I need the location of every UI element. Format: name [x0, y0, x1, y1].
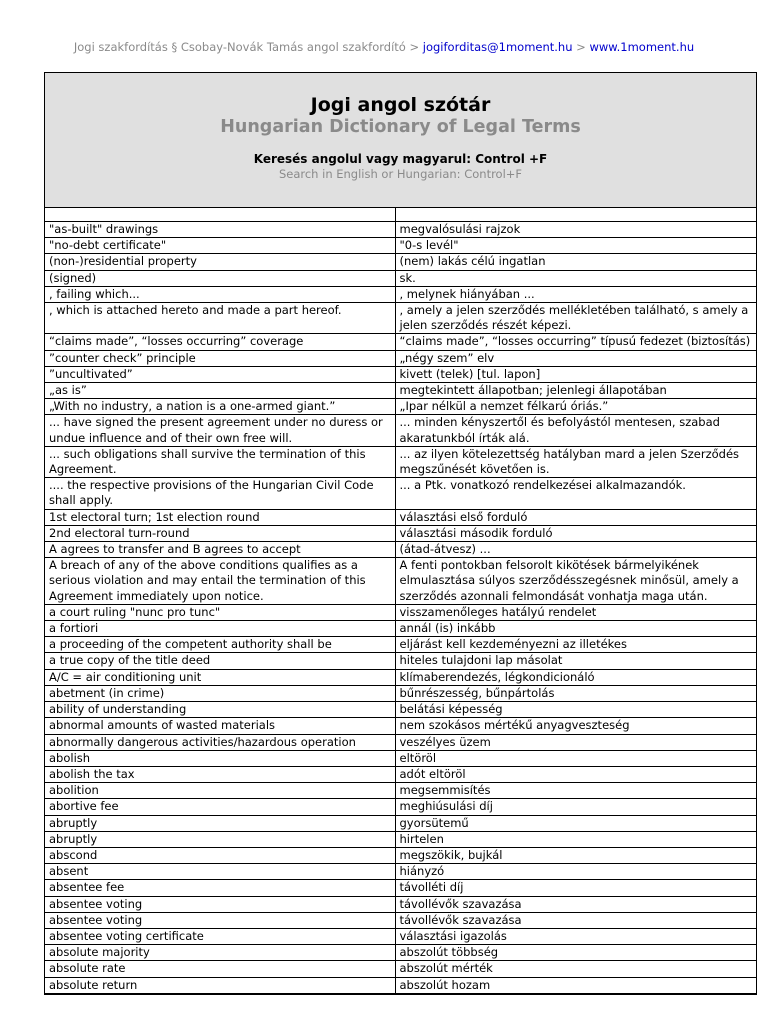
hungarian-term: választási igazolás: [395, 928, 756, 944]
hungarian-term: veszélyes üzem: [395, 734, 756, 750]
hungarian-term: megtekintett állapotban; jelenlegi állapotában: [395, 383, 756, 399]
english-term: abolish: [45, 750, 395, 766]
table-row: [45, 478, 756, 509]
table-row: [45, 977, 756, 993]
terms-table-body: [45, 208, 756, 993]
english-term: (signed): [45, 270, 395, 286]
english-term: absolute rate: [45, 961, 395, 977]
table-row: [45, 509, 756, 525]
table-row: [45, 783, 756, 799]
table-row: [45, 831, 756, 847]
hungarian-term: nem szokásos mértékű anyagveszteség: [395, 718, 756, 734]
hungarian-term: gyorsütemű: [395, 815, 756, 831]
english-term: (non-)residential property: [45, 254, 395, 270]
table-row: [45, 446, 756, 477]
english-term: absentee voting: [45, 896, 395, 912]
hungarian-term: megsemmisítés: [395, 783, 756, 799]
hungarian-term: abszolút mérték: [395, 961, 756, 977]
english-term: "no-debt certificate": [45, 238, 395, 254]
table-row: [45, 961, 756, 977]
table-row: [45, 558, 756, 605]
english-term: ... have signed the present agreement under no duress or undue influence and of their own free will.: [45, 415, 395, 446]
english-term: A agrees to transfer and B agrees to accept: [45, 542, 395, 558]
table-row: [45, 542, 756, 558]
hungarian-term: „Ipar nélkül a nemzet félkarú óriás.”: [395, 399, 756, 415]
hungarian-term: hiányzó: [395, 864, 756, 880]
table-row: [45, 399, 756, 415]
hungarian-term: ... az ilyen kötelezettség hatályban mard a jelen Szerződés megszűnését követően is.: [395, 446, 756, 477]
table-row: [45, 815, 756, 831]
table-row: [45, 604, 756, 620]
hungarian-term: bűnrészesség, bűnpártolás: [395, 685, 756, 701]
english-term: "as-built" drawings: [45, 222, 395, 238]
hungarian-term: , amely a jelen szerződés mellékletében található, s amely a jelen szerződés részét képezi.: [395, 303, 756, 334]
english-term: , which is attached hereto and made a part hereof.: [45, 303, 395, 334]
hungarian-term: hiteles tulajdoni lap másolat: [395, 653, 756, 669]
dictionary-frame: [44, 72, 757, 995]
table-row: [45, 669, 756, 685]
english-term: absentee voting: [45, 912, 395, 928]
hungarian-term: , melynek hiányában ...: [395, 286, 756, 302]
hungarian-term: A fenti pontokban felsorolt kikötések bármelyikének elmulasztása súlyos szerződésszegésnek minősül, amely a szerződés azonnali felmondását vonhatja maga után.: [395, 558, 756, 605]
english-term: ability of understanding: [45, 702, 395, 718]
english-term: ”uncultivated”: [45, 366, 395, 382]
english-term: A/C = air conditioning unit: [45, 669, 395, 685]
english-term: a proceeding of the competent authority shall be: [45, 637, 395, 653]
table-row: [45, 928, 756, 944]
hungarian-term: (nem) lakás célú ingatlan: [395, 254, 756, 270]
english-term: [45, 208, 395, 222]
website-link[interactable]: www.1moment.hu: [589, 40, 695, 54]
search-hint-english: Search in English or Hungarian: Control+F: [278, 167, 523, 181]
table-row: [45, 750, 756, 766]
english-term: 2nd electoral turn-round: [45, 525, 395, 541]
english-term: , failing which...: [45, 286, 395, 302]
table-row: [45, 702, 756, 718]
hungarian-term: annál (is) inkább: [395, 621, 756, 637]
hungarian-term: [395, 208, 756, 222]
english-term: absentee voting certificate: [45, 928, 395, 944]
english-term: a true copy of the title deed: [45, 653, 395, 669]
table-row: [45, 415, 756, 446]
table-row: [45, 880, 756, 896]
table-row: [45, 653, 756, 669]
hungarian-term: belátási képesség: [395, 702, 756, 718]
english-term: „With no industry, a nation is a one-armed giant.”: [45, 399, 395, 415]
hungarian-term: eljárást kell kezdeményezni az illetékes: [395, 637, 756, 653]
hungarian-term: klímaberendezés, légkondicionáló: [395, 669, 756, 685]
table-row: [45, 270, 756, 286]
table-row: [45, 799, 756, 815]
table-row: [45, 637, 756, 653]
english-term: abortive fee: [45, 799, 395, 815]
hungarian-term: sk.: [395, 270, 756, 286]
table-row: [45, 334, 756, 350]
table-row: [45, 766, 756, 782]
table-row: [45, 350, 756, 366]
table-row: [45, 847, 756, 863]
english-term: absent: [45, 864, 395, 880]
table-row: [45, 254, 756, 270]
email-link[interactable]: jogiforditas@1moment.hu: [422, 40, 573, 54]
english-term: ... such obligations shall survive the termination of this Agreement.: [45, 446, 395, 477]
table-row: [45, 734, 756, 750]
table-row: [45, 621, 756, 637]
search-hint-hungarian: Keresés angolul vagy magyarul: Control +F: [253, 152, 548, 166]
table-row: [45, 222, 756, 238]
table-row: [45, 896, 756, 912]
table-row: [45, 718, 756, 734]
english-term: ”counter check” principle: [45, 350, 395, 366]
table-row: [45, 685, 756, 701]
table-row: [45, 383, 756, 399]
english-term: absolute majority: [45, 945, 395, 961]
hungarian-term: eltöröl: [395, 750, 756, 766]
header-prefix: Jogi szakfordítás § Csobay-Novák Tamás angol szakfordító >: [73, 40, 420, 54]
hungarian-term: választási első forduló: [395, 509, 756, 525]
english-term: A breach of any of the above conditions qualifies as a serious violation and may entail the termination of this Agreement immediately upon notice.: [45, 558, 395, 605]
page-title: Jogi angol szótár: [310, 94, 491, 116]
english-term: a court ruling "nunc pro tunc": [45, 604, 395, 620]
hungarian-term: távollévők szavazása: [395, 912, 756, 928]
page-header-line: [0, 40, 768, 54]
hungarian-term: megvalósulási rajzok: [395, 222, 756, 238]
hungarian-term: megszökik, bujkál: [395, 847, 756, 863]
hungarian-term: távollévők szavazása: [395, 896, 756, 912]
hungarian-term: meghiúsulási díj: [395, 799, 756, 815]
table-row: [45, 945, 756, 961]
english-term: abruptly: [45, 815, 395, 831]
hungarian-term: „négy szem” elv: [395, 350, 756, 366]
hungarian-term: kivett (telek) [tul. lapon]: [395, 366, 756, 382]
english-term: .... the respective provisions of the Hungarian Civil Code shall apply.: [45, 478, 395, 509]
english-term: “claims made”, “losses occurring” coverage: [45, 334, 395, 350]
english-term: absolute return: [45, 977, 395, 993]
hungarian-term: hirtelen: [395, 831, 756, 847]
dictionary-header: [45, 73, 756, 208]
hungarian-term: visszamenőleges hatályú rendelet: [395, 604, 756, 620]
table-row: [45, 303, 756, 334]
english-term: abruptly: [45, 831, 395, 847]
hungarian-term: “claims made”, “losses occurring” típusú fedezet (biztosítás): [395, 334, 756, 350]
hungarian-term: ... minden kényszertől és befolyástól mentesen, szabad akaratunkból írták alá.: [395, 415, 756, 446]
english-term: 1st electoral turn; 1st election round: [45, 509, 395, 525]
hungarian-term: ... a Ptk. vonatkozó rendelkezései alkalmazandók.: [395, 478, 756, 509]
table-row: [45, 864, 756, 880]
hungarian-term: választási második forduló: [395, 525, 756, 541]
english-term: abolish the tax: [45, 766, 395, 782]
hungarian-term: abszolút hozam: [395, 977, 756, 993]
hungarian-term: adót eltöröl: [395, 766, 756, 782]
hungarian-term: "0-s levél": [395, 238, 756, 254]
english-term: abolition: [45, 783, 395, 799]
english-term: absentee fee: [45, 880, 395, 896]
table-row: [45, 286, 756, 302]
table-row: [45, 366, 756, 382]
table-row: [45, 525, 756, 541]
english-term: a fortiori: [45, 621, 395, 637]
english-term: abetment (in crime): [45, 685, 395, 701]
hungarian-term: távolléti díj: [395, 880, 756, 896]
page-subtitle: Hungarian Dictionary of Legal Terms: [220, 117, 581, 137]
english-term: abscond: [45, 847, 395, 863]
english-term: abnormally dangerous activities/hazardous operation: [45, 734, 395, 750]
header-separator: >: [576, 40, 586, 54]
table-row: [45, 208, 756, 222]
terms-table: [45, 208, 756, 994]
hungarian-term: abszolút többség: [395, 945, 756, 961]
table-row: [45, 912, 756, 928]
english-term: abnormal amounts of wasted materials: [45, 718, 395, 734]
english-term: „as is”: [45, 383, 395, 399]
hungarian-term: (átad-átvesz) ...: [395, 542, 756, 558]
table-row: [45, 238, 756, 254]
